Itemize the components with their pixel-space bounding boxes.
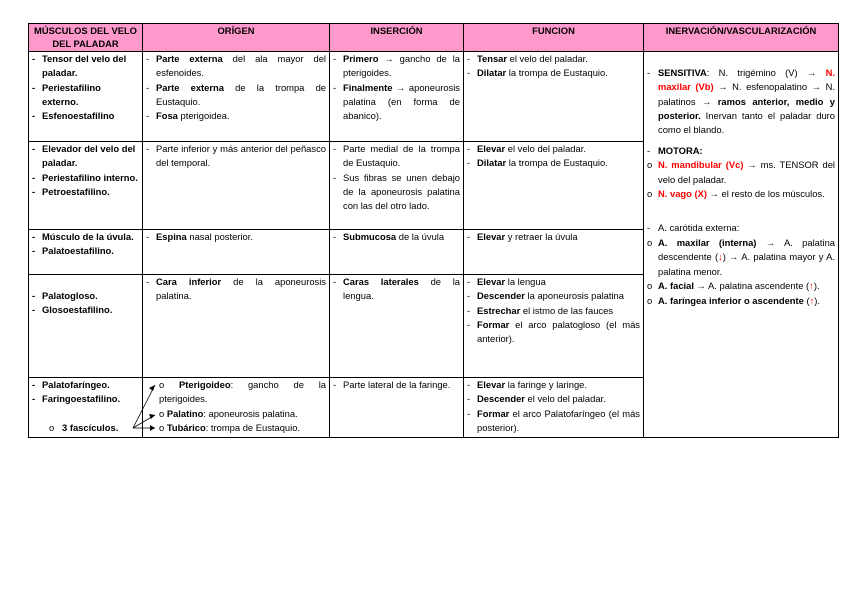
list-item: - Caras laterales de la lengua. [330,275,463,304]
cell-musculos [29,229,143,274]
list-item: - Músculo de la úvula. [29,230,142,244]
arteria-item: o A. faríngea inferior o ascendente (↑). [644,294,838,308]
list-item: - Dilatar la trompa de Eustaquio. [464,66,643,80]
list-item: - Finalmente → aponeurosis palatina (en forma de abanico). [330,81,463,124]
list-item: - Formar el arco Palatofaríngeo (el más posterior). [464,407,643,436]
motora-label: - MOTORA: [644,144,838,158]
list-item: - Parte externa del ala mayor del esfenoides. [143,52,329,81]
table-row [29,51,839,141]
cell-musculos [29,274,143,377]
cell-origen [143,141,330,229]
fasciculos-label: o 3 fascículos. [49,421,119,433]
cell-origen [143,229,330,274]
arrow-head [149,385,155,391]
fasciculos-arrows [131,378,171,438]
list-item: - Descender la aponeurosis palatina [464,289,643,303]
cell-insercion [330,377,464,437]
cell-origen [143,377,330,437]
list-item: o Palatino: aponeurosis palatina. [159,407,298,419]
arteria-item: o A. maxilar (interna) → A. palatina descendente (↓) → A. palatina mayor y A. palatina menor. [644,236,838,279]
header-musculos: MÚSCULOS DEL VELO DEL PALADAR [29,24,143,52]
list-item: - Elevar el velo del paladar. [464,142,643,156]
list-item: - Formar el arco palatogloso (el más anterior). [464,318,643,347]
cell-insercion [330,229,464,274]
list-item: - Descender el velo del paladar. [464,392,643,406]
cell-musculos [29,377,143,437]
cell-insercion [330,141,464,229]
list-item: - Petroestafilino. [29,185,142,199]
list-item: - Glosoestafilino. [29,303,142,317]
cell-origen [143,51,330,141]
list-item: - Palatoestafilino. [29,244,142,258]
list-item: - Periestafilino interno. [29,171,142,185]
header-inervacion: INERVACIÓN/VASCULARIZACIÓN [644,24,839,52]
arrow-head [150,425,155,431]
header-insercion: INSERCIÓN [330,24,464,52]
list-item: - Elevar la lengua [464,275,643,289]
list-item: - Submucosa de la úvula [330,230,463,244]
header-row [29,24,839,52]
header-origen: ORÍGEN [143,24,330,52]
cell-musculos [29,141,143,229]
cell-funcion [464,274,644,377]
list-item: - Elevar la faringe y laringe. [464,378,643,392]
list-item: - Elevar y retraer la úvula [464,230,643,244]
carotida-label: - A. carótida externa: [644,221,838,235]
list-item: - Parte externa de la trompa de Eustaquio. [143,81,329,110]
list-item: - Faringoestafilino. [29,392,142,406]
cell-funcion [464,229,644,274]
arteria-item: o A. facial → A. palatina ascendente (↑). [644,279,838,293]
cell-funcion [464,51,644,141]
list-item: - Tensor del velo del paladar. [29,52,142,81]
cell-funcion [464,141,644,229]
cell-insercion [330,274,464,377]
list-item: o Pterigoideo: gancho de la pterigoides. [159,378,326,405]
list-item: - Tensar el velo del paladar. [464,52,643,66]
cell-inervacion [644,51,839,437]
header-funcion: FUNCION [464,24,644,52]
list-item: - Espina nasal posterior. [143,230,329,244]
list-item: - Parte inferior y más anterior del peñasco del temporal. [143,142,329,171]
cell-musculos [29,51,143,141]
motora-item: o N. mandibular (Vc) → ms. TENSOR del velo del paladar. [644,158,838,187]
list-item: - Periestafilino externo. [29,81,142,110]
list-item: - Primero → gancho de la pterigoides. [330,52,463,81]
list-item: - Cara inferior de la aponeurosis palatina. [143,275,329,304]
list-item: - Parte lateral de la faringe. [330,378,463,392]
list-item: - Elevador del velo del paladar. [29,142,142,171]
sensitiva-item: - SENSITIVA: N. trigémino (V) → N. maxilar (Vb) → N. esfenopalatino → N. palatinos → ramos anterior, medio y posterior. Inervan tanto el paladar duro como el blando. [644,66,838,138]
list-item: - Parte medial de la trompa de Eustaquio. [330,142,463,171]
cell-origen [143,274,330,377]
list-item: - Esfenoestafilino [29,109,142,123]
cell-funcion [464,377,644,437]
cell-insercion [330,51,464,141]
list-item: - Fosa pterigoidea. [143,109,329,123]
list-item: - Sus fibras se unen debajo de la aponeurosis palatina con las del otro lado. [330,171,463,214]
list-item: - Palatofaríngeo. [29,378,142,392]
velo-paladar-table [28,23,839,438]
list-item: - Dilatar la trompa de Eustaquio. [464,156,643,170]
list-item: - Estrechar el istmo de las fauces [464,304,643,318]
list-item: - Palatogloso. [29,289,142,303]
motora-item: o N. vago (X) → el resto de los músculos. [644,187,838,201]
list-item: o Tubárico: trompa de Eustaquio. [159,422,301,434]
